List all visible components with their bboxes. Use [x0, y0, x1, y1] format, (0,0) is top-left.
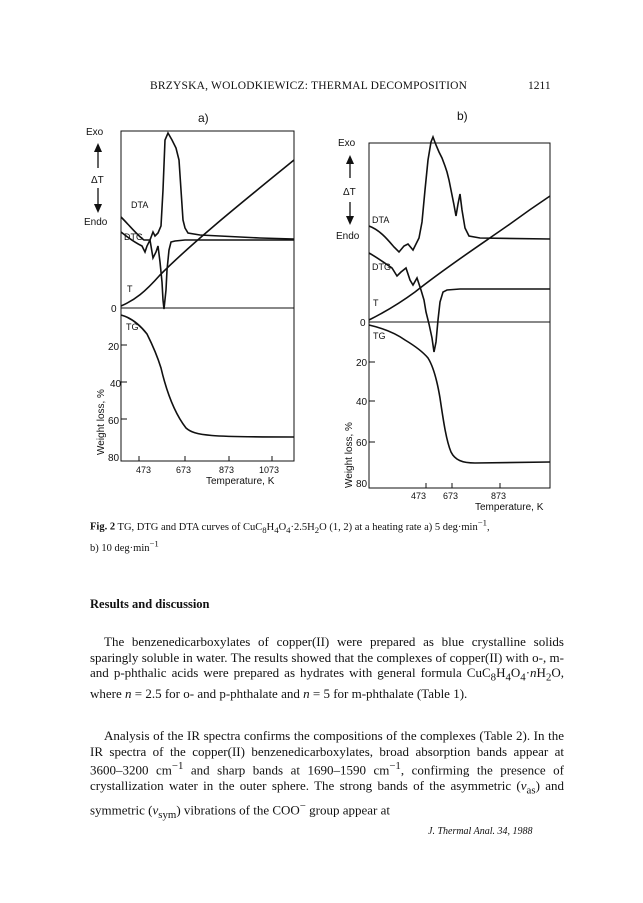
panel-b-temp-ticks [411, 483, 506, 501]
panel-a-weight-tick: 0 [111, 304, 117, 315]
panel-b-weight-axis-label: Weight loss, % [344, 422, 355, 488]
panel-a-weight-axis-label: Weight loss, % [96, 389, 107, 455]
panel-a-label: a) [198, 111, 209, 125]
panel-b-tg-label: TG [373, 331, 386, 341]
journal-footer: J. Thermal Anal. 34, 1988 [428, 826, 533, 837]
panel-b-exo-label: Exo [338, 138, 356, 149]
panel-b-endo-label: Endo [336, 231, 360, 242]
panel-b-dta-curve [369, 137, 550, 252]
panel-b-dtg-label: DTG [372, 262, 391, 272]
panel-a-weight-tick: 20 [108, 342, 120, 353]
panel-a-exo-label: Exo [86, 127, 104, 138]
panel-b-t-curve [369, 196, 550, 320]
panel-b-temp-tick: 673 [443, 491, 459, 501]
panel-b-delta-t-label: ΔT [343, 187, 356, 198]
panel-b-dta-label: DTA [372, 215, 390, 225]
panel-b-dtg-curve [369, 253, 550, 352]
page-number: 1211 [528, 80, 551, 92]
panel-b [336, 109, 550, 513]
panel-b-weight-tick: 60 [356, 438, 368, 449]
panel-a-t-label: T [127, 284, 133, 294]
panel-a-dta-label: DTA [131, 200, 149, 210]
panel-b-tg-curve [369, 325, 550, 463]
panel-a-t-curve [121, 160, 294, 306]
panel-b-weight-tick: 40 [356, 397, 368, 408]
panel-a-temp-ticks [136, 456, 279, 475]
panel-a-delta-t-label: ΔT [91, 175, 104, 186]
panel-b-label: b) [457, 109, 468, 123]
paragraph: The benzenedicarboxylates of copper(II) were prepared as blue crystalline solids sparingly soluble in water. The results showed that the complexes of copper(II) with o-, m- and p-phthalic acids were prepared as hydrates with general formula $CuC_8H_4O_4\cdot nH_2O$, where n = 2.5 for o- and p-phthalate and n = 5 for m-phthalate (Table 1). [90, 634, 564, 702]
panel-b-weight-tick: 20 [356, 358, 368, 369]
figure-caption [90, 515, 570, 556]
panel-b-weight-ticks [356, 318, 375, 490]
panel-a-temp-axis-label: Temperature, K [206, 476, 275, 487]
panel-a-endo-label: Endo [84, 217, 108, 228]
panel-b-weight-tick: 80 [356, 479, 368, 490]
panel-a-weight-tick: 40 [110, 379, 122, 390]
panel-a-weight-ticks [108, 304, 127, 464]
running-header: BRZYSKA, WOLODKIEWICZ: THERMAL DECOMPOSITION [150, 80, 468, 92]
panel-a-dtg-curve [121, 232, 294, 309]
panel-b-temp-tick: 873 [491, 491, 507, 501]
panel-a-dtg-label: DTG [124, 232, 143, 242]
panel-a-temp-tick: 673 [176, 465, 192, 475]
figure-caption-label: Fig. 2 [90, 521, 116, 533]
panel-b-weight-tick: 0 [360, 318, 366, 329]
figure-caption-text: TG, DTG and DTA curves of $CuC_8H_4O_4\cdot 2.5H_2O$ (1, 2) at a heating rate a) 5 $deg\cdot\min^{-1}$, b) 10 $deg\cdot\min^{-1}$ [90, 517, 490, 555]
paragraph: Analysis of the IR spectra confirms the compositions of the complexes (Table 2). In the IR spectra of the copper(II) benzenedicarboxylates, broad absorption bands appear at 3600–3200 $cm^{-1}$ and sharp bands at 1690–1590 $cm^{-1}$, confirming the presence of crystallization water in the outer sphere. The strong bands of the asymmetric $(\nu_{as})$ and symmetric $(\nu_{sym})$ vibrations of the COO− group appear at [90, 728, 564, 822]
panel-b-temp-axis-label: Temperature, K [475, 502, 544, 513]
panel-a-tg-curve [121, 315, 294, 437]
panel-a-temp-tick: 473 [136, 465, 152, 475]
panel-a-weight-tick: 60 [108, 416, 120, 427]
panel-b-temp-tick: 473 [411, 491, 427, 501]
panel-a-weight-tick: 80 [108, 453, 120, 464]
panel-a-temp-tick: 873 [219, 465, 235, 475]
panel-b-t-label: T [373, 298, 379, 308]
panel-a-temp-tick: 1073 [259, 465, 280, 475]
section-heading: Results and discussion [90, 597, 210, 611]
panel-a-dta-curve [121, 133, 294, 240]
panel-a [84, 111, 294, 487]
panel-a-tg-label: TG [126, 322, 139, 332]
